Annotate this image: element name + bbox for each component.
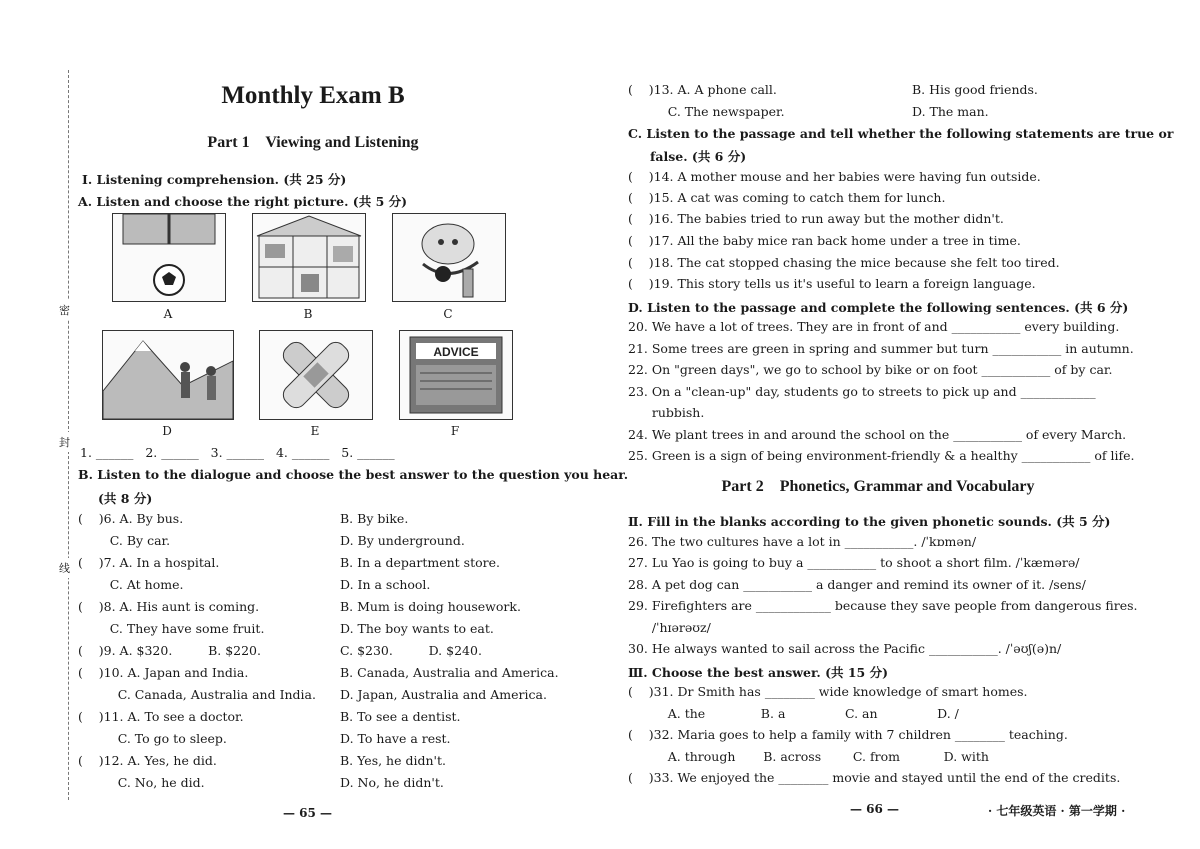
question-line: ( )6. A. By bus. (78, 511, 184, 526)
question-option: B. His good friends. (912, 82, 1038, 97)
question-line: ( )9. A. $320. B. $220. (78, 643, 261, 658)
true-false-item: ( )18. The cat stopped chasing the mice because she felt too tired. (628, 255, 1060, 270)
question-line: ( )7. A. In a hospital. (78, 555, 220, 570)
section-a-heading: A. Listen and choose the right picture. (共 5 分) (78, 194, 408, 209)
section-d-heading: D. Listen to the passage and complete the following sentences. (共 6 分) (628, 300, 1129, 315)
section-c-heading: C. Listen to the passage and tell whether the following statements are true or (628, 126, 1174, 141)
picture-label-b: B (303, 307, 313, 321)
page-number-left: — 65 — (283, 806, 333, 820)
section-b-score: (共 8 分) (98, 491, 153, 506)
question-option: D. The boy wants to eat. (340, 621, 494, 636)
answer-blanks-1-5: 1. ______ 2. ______ 3. ______ 4. ______ 5. ______ (80, 445, 395, 460)
question-option: D. In a school. (340, 577, 431, 592)
true-false-item: ( )17. All the baby mice ran back home under a tree in time. (628, 233, 1021, 248)
phonetic-item: 26. The two cultures have a lot in ___________. /ˈkɒmən/ (628, 534, 977, 549)
fill-sentence: 25. Green is a sign of being environment-friendly & a healthy ___________ of life. (628, 448, 1135, 463)
page-number-right: — 66 — (850, 802, 900, 816)
section-c-score: false. (共 6 分) (650, 149, 747, 164)
phonetic-item: 27. Lu Yao is going to buy a ___________ to shoot a short film. /ˈkæmərə/ (628, 555, 1080, 570)
question-option: B. Yes, he didn't. (340, 753, 446, 768)
question-option: D. By underground. (340, 533, 465, 548)
phonetic-item: 30. He always wanted to sail across the Pacific ___________. /ˈəʊʃ(ə)n/ (628, 641, 1062, 656)
fill-sentence: 22. On "green days", we go to school by bike or on foot ___________ of by car. (628, 362, 1113, 377)
fill-sentence: 23. On a "clean-up" day, students go to streets to pick up and ____________ (628, 384, 1096, 399)
picture-c-cartoon-person (392, 213, 506, 302)
picture-label-c: C (443, 307, 453, 321)
picture-label-f: F (450, 424, 460, 438)
question-option: B. By bike. (340, 511, 409, 526)
question-option: D. The man. (912, 104, 989, 119)
phonetic-item: 29. Firefighters are ____________ because they save people from dangerous fires. (628, 598, 1138, 613)
picture-a-football-window (112, 213, 226, 302)
question-line: ( )8. A. His aunt is coming. (78, 599, 260, 614)
mc-item: ( )33. We enjoyed the ________ movie and stayed until the end of the credits. (628, 770, 1121, 785)
mc-item: ( )31. Dr Smith has ________ wide knowledge of smart homes. (628, 684, 1028, 699)
question-line: ( )11. A. To see a doctor. (78, 709, 244, 724)
true-false-item: ( )14. A mother mouse and her babies were having fun outside. (628, 169, 1041, 184)
mc-options: A. the B. a C. an D. / (628, 706, 959, 721)
picture-label-a: A (163, 307, 173, 321)
seal-char-mi: 密 (59, 300, 70, 320)
question-line: C. At home. (78, 577, 184, 592)
exam-title: Monthly Exam B (221, 82, 405, 109)
question-option: B. Canada, Australia and America. (340, 665, 559, 680)
advice-word: ADVICE (433, 345, 479, 359)
question-option: D. Japan, Australia and America. (340, 687, 547, 702)
true-false-item: ( )15. A cat was coming to catch them for lunch. (628, 190, 946, 205)
question-option: B. To see a dentist. (340, 709, 461, 724)
question-line: ( )12. A. Yes, he did. (78, 753, 217, 768)
part1-heading: Part 1 Viewing and Listening (207, 134, 419, 151)
question-line: ( )13. A. A phone call. (628, 82, 777, 97)
question-line: C. To go to sleep. (78, 731, 227, 746)
question-line: C. They have some fruit. (78, 621, 265, 636)
picture-f-advice-newspaper (399, 330, 513, 420)
fill-sentence: 21. Some trees are green in spring and summer but turn ___________ in autumn. (628, 341, 1134, 356)
footer-course-label: · 七年级英语 · 第一学期 · (988, 804, 1126, 818)
question-option: D. To have a rest. (340, 731, 451, 746)
question-option: C. $230. D. $240. (340, 643, 482, 658)
phonetic-item: /ˈhɪərəʊz/ (628, 620, 711, 635)
section-2-heading: Ⅱ. Fill in the blanks according to the given phonetic sounds. (共 5 分) (628, 514, 1111, 529)
part2-heading: Part 2 Phonetics, Grammar and Vocabulary (721, 478, 1035, 495)
seal-char-xian: 线 (59, 558, 70, 578)
question-line: C. By car. (78, 533, 171, 548)
picture-d-hikers-mountain (102, 330, 234, 420)
mc-options: A. through B. across C. from D. with (628, 749, 989, 764)
picture-label-d: D (162, 424, 172, 438)
phonetic-item: 28. A pet dog can ___________ a danger and remind its owner of it. /sens/ (628, 577, 1086, 592)
true-false-item: ( )19. This story tells us it's useful to learn a foreign language. (628, 276, 1036, 291)
question-option: D. No, he didn't. (340, 775, 444, 790)
question-option: B. In a department store. (340, 555, 500, 570)
fill-sentence: rubbish. (628, 405, 705, 420)
fill-sentence: 24. We plant trees in and around the school on the ___________ of every March. (628, 427, 1127, 442)
question-line: C. Canada, Australia and India. (78, 687, 316, 702)
picture-label-e: E (310, 424, 320, 438)
fill-sentence: 20. We have a lot of trees. They are in front of and ___________ every building. (628, 319, 1120, 334)
picture-b-house-cutaway (252, 213, 366, 302)
question-line: ( )10. A. Japan and India. (78, 665, 249, 680)
mc-item: ( )32. Maria goes to help a family with 7 children ________ teaching. (628, 727, 1068, 742)
seal-char-feng: 封 (59, 432, 70, 452)
true-false-item: ( )16. The babies tried to run away but the mother didn't. (628, 211, 1004, 226)
question-line: C. No, he did. (78, 775, 205, 790)
question-line: C. The newspaper. (628, 104, 785, 119)
section-1-heading: Ⅰ. Listening comprehension. (共 25 分) (82, 172, 347, 187)
question-option: B. Mum is doing housework. (340, 599, 521, 614)
picture-e-crossed-bandages (259, 330, 373, 420)
section-b-heading: B. Listen to the dialogue and choose the best answer to the question you hear. (78, 467, 629, 482)
section-3-heading: Ⅲ. Choose the best answer. (共 15 分) (628, 665, 889, 680)
